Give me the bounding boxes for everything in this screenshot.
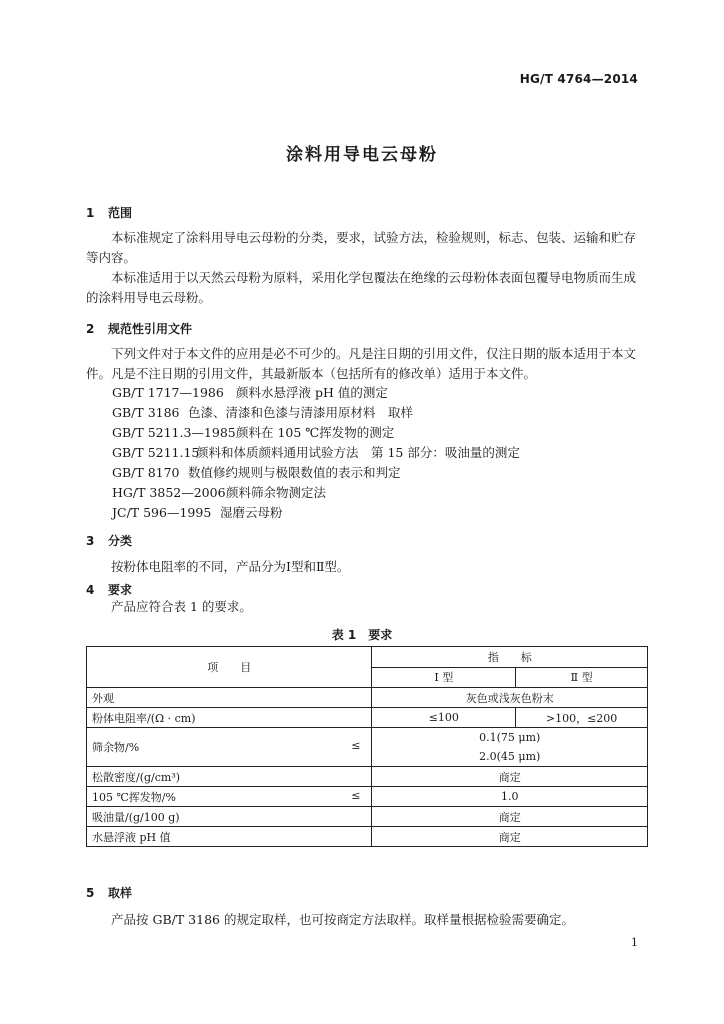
requirements-paragraph: 产品应符合表 1 的要求。 <box>111 599 252 614</box>
reference-item <box>112 403 520 423</box>
table-row <box>87 827 648 847</box>
table-row <box>87 767 648 787</box>
section-5-number: 5 <box>86 886 95 900</box>
header-index: 指 标 <box>372 647 648 668</box>
section-4-title: 要求 <box>108 583 133 597</box>
reference-title: 湿磨云母粉 <box>220 505 283 520</box>
reference-item <box>112 443 520 463</box>
reference-item <box>112 503 520 523</box>
reference-code: GB/T 5211.3—1985 <box>112 425 236 440</box>
table-row <box>87 708 648 728</box>
references-intro: 下列文件对于本文件的应用是必不可少的。凡是注日期的引用文件，仅注日期的版本适用于本文件。凡是不注日期的引用文件，其最新版本（包括所有的修改单）适用于本文件。 <box>86 346 637 381</box>
reference-title: 数值修约规则与极限数值的表示和判定 <box>188 465 401 480</box>
reference-code: GB/T 8170 <box>112 465 180 480</box>
reference-code: JC/T 596—1995 <box>112 505 212 520</box>
header-type-2: Ⅱ 型 <box>516 667 648 688</box>
table-row <box>87 807 648 827</box>
row-value: 1.0 <box>372 787 648 807</box>
le-sign: ≤ <box>351 788 361 802</box>
row-value: 灰色或浅灰色粉末 <box>372 688 648 708</box>
header-type-1: Ⅰ 型 <box>372 667 516 688</box>
section-2-title: 规范性引用文件 <box>108 322 193 336</box>
section-5-heading <box>86 884 132 901</box>
row-label: 粉体电阻率/(Ω · cm) <box>87 708 372 728</box>
table-header-row <box>87 647 648 668</box>
table-caption: 表 1 要求 <box>331 628 393 642</box>
page-number: 1 <box>631 936 638 949</box>
reference-title: 颜料筛余物测定法 <box>226 485 327 500</box>
section-3-number: 3 <box>86 534 95 548</box>
row-value: 商定 <box>372 807 648 827</box>
row-value-type-2: >100，≤200 <box>516 708 648 728</box>
requirements-table <box>86 646 648 847</box>
reference-title: 颜料和体质颜料通用试验方法 第 15 部分：吸油量的测定 <box>196 445 520 460</box>
table-row <box>87 787 648 807</box>
reference-item <box>112 383 520 403</box>
sampling-paragraph: 产品按 GB/T 3186 的规定取样，也可按商定方法取样。取样量根据检验需要确定。 <box>111 912 574 927</box>
reference-code: GB/T 3186 <box>112 405 180 420</box>
section-3-title: 分类 <box>108 534 133 548</box>
section-2-heading <box>86 320 192 337</box>
reference-item <box>112 423 520 443</box>
table-row <box>87 688 648 708</box>
row-label: 筛余物/% <box>92 741 140 754</box>
row-value-type-1: ≤100 <box>372 708 516 728</box>
reference-title: 颜料在 105 ℃挥发物的测定 <box>236 425 395 440</box>
reference-list <box>112 383 520 523</box>
section-1-heading <box>86 204 132 221</box>
section-1-number: 1 <box>86 206 95 220</box>
section-4-number: 4 <box>86 583 95 597</box>
row-value: 商定 <box>372 827 648 847</box>
row-label: 吸油量/(g/100 g) <box>87 807 372 827</box>
section-5-title: 取样 <box>108 886 133 900</box>
classification-paragraph: 按粉体电阻率的不同，产品分为Ⅰ型和Ⅱ型。 <box>111 559 350 574</box>
scope-paragraph-1: 本标准规定了涂料用导电云母粉的分类，要求，试验方法，检验规则，标志、包装、运输和贮存等内容。 <box>86 230 637 265</box>
row-label-cell <box>87 728 372 767</box>
standard-code: HG/T 4764—2014 <box>519 72 638 86</box>
row-label-cell <box>87 787 372 807</box>
row-label: 松散密度/(g/cm³) <box>87 767 372 787</box>
section-2-number: 2 <box>86 322 95 336</box>
reference-code: HG/T 3852—2006 <box>112 485 226 500</box>
section-1-title: 范围 <box>108 206 133 220</box>
row-label: 105 ℃挥发物/% <box>92 790 176 804</box>
reference-item <box>112 463 520 483</box>
table-row <box>87 728 648 767</box>
document-title: 涂料用导电云母粉 <box>286 145 438 165</box>
section-4-heading <box>86 581 132 598</box>
header-item: 项 目 <box>87 647 372 688</box>
le-sign: ≤ <box>351 739 361 752</box>
row-value <box>372 728 648 767</box>
row-label: 水悬浮液 pH 值 <box>87 827 372 847</box>
reference-title: 色漆、清漆和色漆与清漆用原材料 取样 <box>188 405 414 420</box>
reference-code: GB/T 5211.15 <box>112 445 200 460</box>
reference-item <box>112 483 520 503</box>
row-label: 外观 <box>87 688 372 708</box>
reference-code: GB/T 1717—1986 <box>112 385 224 400</box>
section-3-heading <box>86 532 132 549</box>
reference-title: 颜料水悬浮液 pH 值的测定 <box>236 385 388 400</box>
row-value: 商定 <box>372 767 648 787</box>
row-value-line: 0.1(75 μm) <box>479 731 541 744</box>
scope-paragraph-2: 本标准适用于以天然云母粉为原料，采用化学包覆法在绝缘的云母粉体表面包覆导电物质而生成的涂料用导电云母粉。 <box>86 270 637 305</box>
row-value-line: 2.0(45 μm) <box>479 750 541 763</box>
